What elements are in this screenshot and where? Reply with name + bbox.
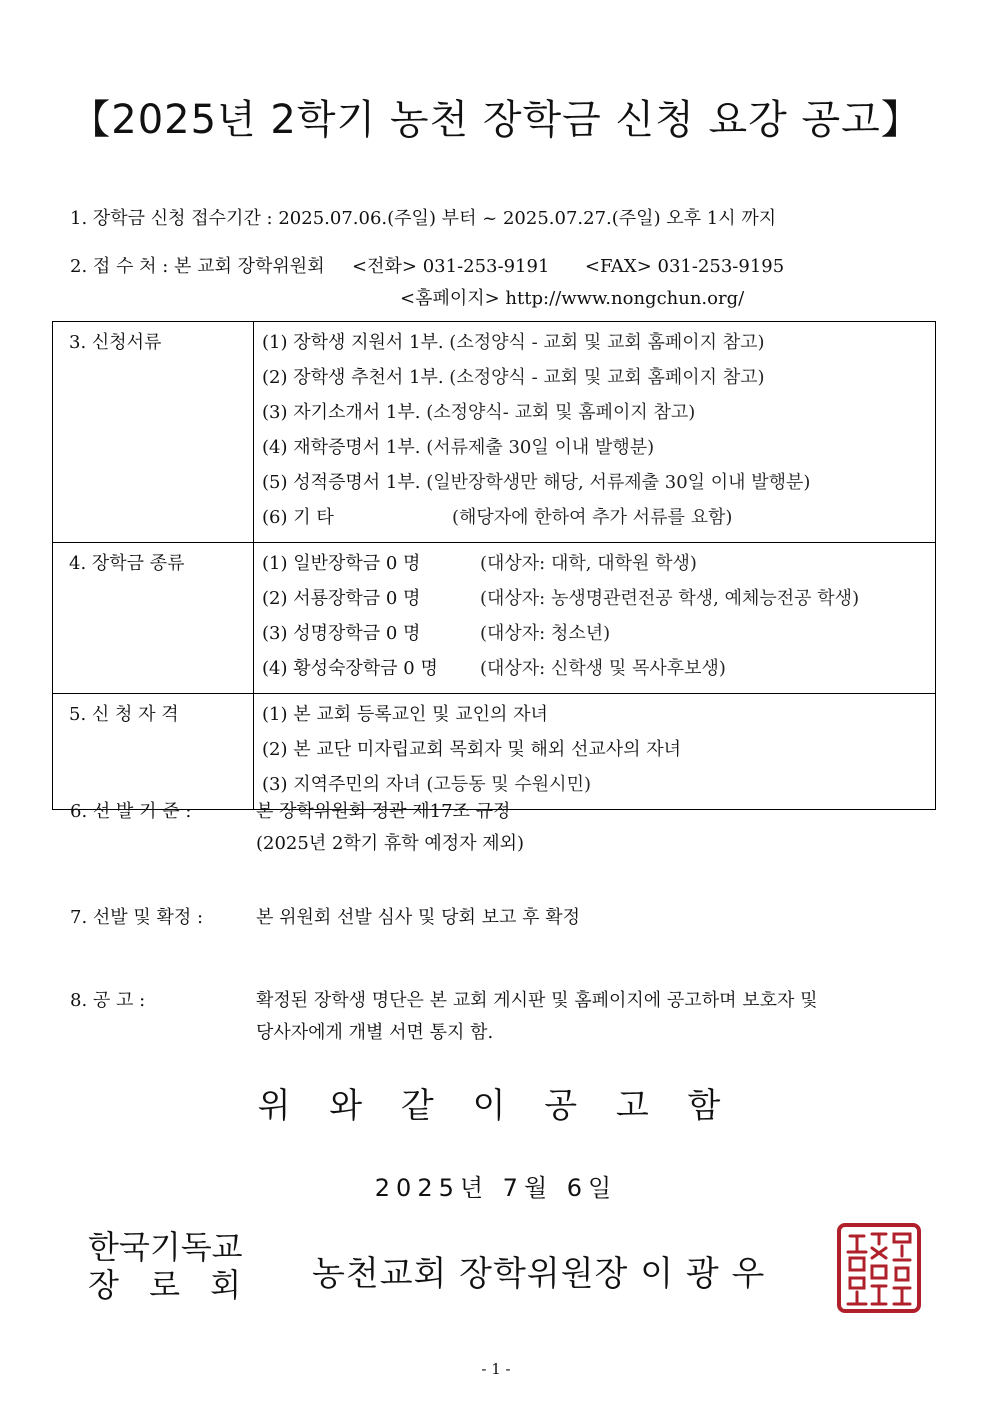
table-row-eligibility [53,694,936,810]
row-label: 5. 신 청 자 격 [53,694,254,810]
list-item: (3) 자기소개서 1부. (소정양식- 교회 및 홈페이지 참고) [262,402,696,423]
document-title: 【2025년 2학기 농천 장학금 신청 요강 공고】 [70,97,922,143]
item-announcement-line2: 당사자에게 개별 서면 통지 함. [256,1022,494,1043]
list-item: (1) 일반장학금 0 명 (대상자: 대학, 대학원 학생) [262,553,697,574]
item-selection-confirm-value: 본 위원회 선발 심사 및 당회 보고 후 확정 [256,907,580,928]
closing-statement: 위 와 같 이 공 고 함 [257,1086,735,1126]
row-content [254,694,936,810]
list-item: (3) 성명장학금 0 명 (대상자: 청소년) [262,623,611,644]
fax-number: <FAX> 031-253-9195 [584,256,785,277]
organization-name [88,1228,251,1304]
homepage-url: <홈페이지> http://www.nongchun.org/ [400,288,745,309]
signer-name: 농천교회 장학위원장 이 광 우 [312,1254,766,1294]
item-selection-criteria-line2: (2025년 2학기 휴학 예정자 제외) [256,833,525,854]
item-receiving-office [70,252,784,278]
item-selection-criteria-line1: 본 장학위원회 정관 제17조 규정 [256,801,511,822]
row-label: 4. 장학금 종류 [53,543,254,694]
list-item: (4) 황성숙장학금 0 명 (대상자: 신학생 및 목사후보생) [262,658,726,679]
org-line-2: 장 로 회 [88,1266,252,1304]
page-number: - 1 - [481,1360,511,1378]
item-label: 1. 장학금 신청 접수기간 : [70,208,273,229]
org-line-1: 한국기독교 [88,1228,243,1266]
list-item: (5) 성적증명서 1부. (일반장학생만 해당, 서류제출 30일 이내 발행분) [262,472,811,493]
list-item: (3) 지역주민의 자녀 (고등동 및 수원시민) [262,774,591,795]
item-selection-criteria-label: 6. 선 발 기 준 : [70,801,192,822]
row-content [254,543,936,694]
requirements-table [52,321,936,810]
list-item: (2) 장학생 추천서 1부. (소정양식 - 교회 및 교회 홈페이지 참고) [262,367,765,388]
item-announcement-label: 8. 공 고 : [70,990,146,1011]
list-item: (6) 기 타 (해당자에 한하여 추가 서류를 요함) [262,507,733,528]
announcement-date: 2025년 7월 6일 [374,1174,618,1202]
item-label: 2. 접 수 처 : [70,256,169,277]
row-content [254,322,936,543]
list-item: (2) 서룡장학금 0 명 (대상자: 농생명관련전공 학생, 예체능전공 학생) [262,588,860,609]
office-name: 본 교회 장학위원회 [174,256,325,277]
official-seal-icon [836,1222,922,1314]
list-item: (2) 본 교단 미자립교회 목회자 및 해외 선교사의 자녀 [262,739,682,760]
item-selection-confirm-label: 7. 선발 및 확정 : [70,907,204,928]
list-item: (1) 장학생 지원서 1부. (소정양식 - 교회 및 교회 홈페이지 참고) [262,332,765,353]
table-row-scholarship-types [53,543,936,694]
row-label: 3. 신청서류 [53,322,254,543]
item-application-period [70,204,776,230]
table-row-documents [53,322,936,543]
item-value: 2025.07.06.(주일) 부터 ~ 2025.07.27.(주일) 오후 1시 까지 [278,208,777,229]
list-item: (4) 재학증명서 1부. (서류제출 30일 이내 발행분) [262,437,655,458]
phone-number: <전화> 031-253-9191 [352,256,550,277]
item-announcement-line1: 확정된 장학생 명단은 본 교회 게시판 및 홈페이지에 공고하며 보호자 및 [256,990,818,1011]
list-item: (1) 본 교회 등록교인 및 교인의 자녀 [262,704,548,725]
